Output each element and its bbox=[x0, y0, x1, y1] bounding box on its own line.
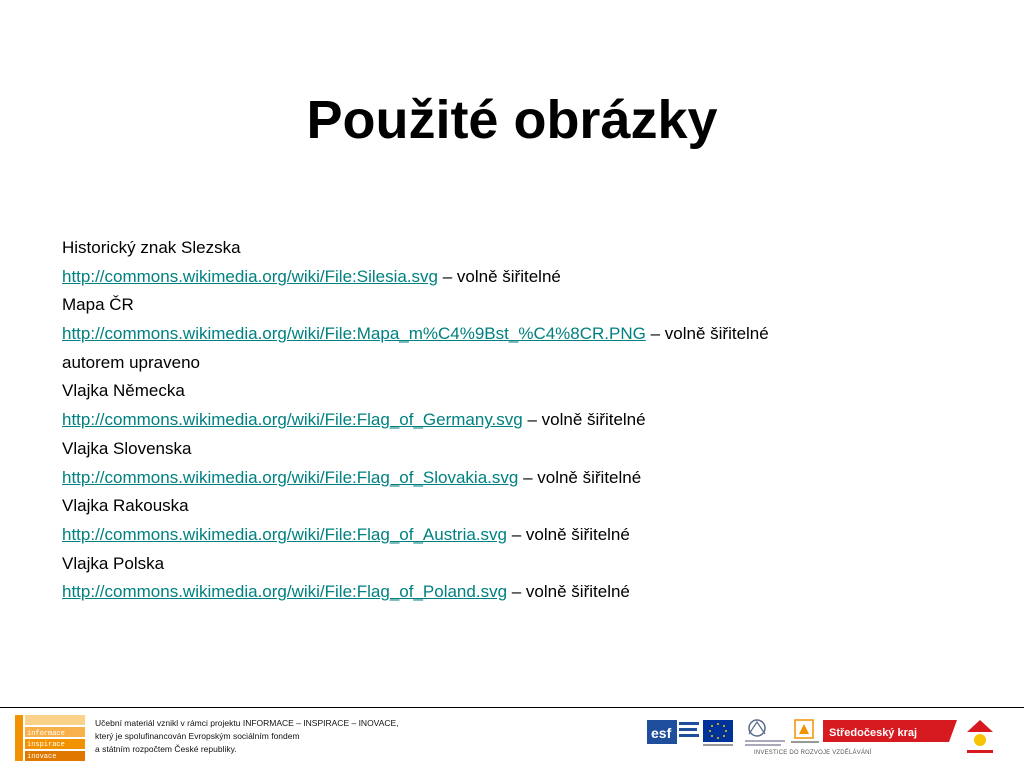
source-link[interactable]: http://commons.wikimedia.org/wiki/File:Flag_of_Germany.svg bbox=[62, 410, 523, 430]
footer-text-line: Učební materiál vznikl v rámci projektu INFORMACE – INSPIRACE – INOVACE, bbox=[95, 718, 399, 728]
logo-word: inovace bbox=[27, 753, 57, 761]
source-note: autorem upraveno bbox=[62, 352, 200, 372]
project-funding-text bbox=[95, 717, 399, 756]
source-label: Vlajka Slovenska bbox=[62, 438, 192, 458]
source-line bbox=[62, 406, 1002, 435]
source-line bbox=[62, 492, 1002, 521]
source-link[interactable]: http://commons.wikimedia.org/wiki/File:Silesia.svg bbox=[62, 266, 439, 286]
source-line bbox=[62, 464, 1002, 493]
image-sources-list bbox=[62, 234, 1002, 607]
logo-word: inspirace bbox=[27, 741, 65, 749]
footer-text-line: a státním rozpočtem České republiky. bbox=[95, 744, 237, 754]
source-line bbox=[62, 377, 1002, 406]
stredocesky-kraj-logo bbox=[823, 720, 957, 742]
op-vk-logo bbox=[791, 720, 819, 743]
source-link[interactable]: http://commons.wikimedia.org/wiki/File:Mapa_m%C4%9Bst_%C4%8CR.PNG bbox=[62, 324, 646, 344]
source-line bbox=[62, 349, 1002, 378]
eu-flag-icon bbox=[703, 720, 733, 746]
source-link[interactable]: http://commons.wikimedia.org/wiki/File:Flag_of_Poland.svg bbox=[62, 582, 508, 602]
source-line bbox=[62, 291, 1002, 320]
source-link[interactable]: http://commons.wikimedia.org/wiki/File:Flag_of_Austria.svg bbox=[62, 524, 507, 544]
source-line bbox=[62, 521, 1002, 550]
license-note: – volně šiřitelné bbox=[645, 324, 769, 344]
source-label: Vlajka Rakouska bbox=[62, 496, 189, 516]
footer-text-line: který je spolufinancován Evropským sociálním fondem bbox=[95, 731, 300, 741]
region-label: Středočeský kraj bbox=[829, 727, 918, 739]
source-line bbox=[62, 263, 1002, 292]
logo-word: informace bbox=[27, 730, 65, 738]
license-note: – volně šiřitelné bbox=[507, 524, 630, 544]
source-link[interactable]: http://commons.wikimedia.org/wiki/File:Flag_of_Slovakia.svg bbox=[62, 467, 519, 487]
source-label: Historický znak Slezska bbox=[62, 238, 241, 257]
license-note: – volně šiřitelné bbox=[522, 410, 646, 430]
source-line bbox=[62, 234, 1002, 263]
partner-logos bbox=[645, 716, 1005, 766]
source-line bbox=[62, 435, 1002, 464]
license-note: – volně šiřitelné bbox=[438, 266, 561, 286]
esf-label: esf bbox=[651, 725, 672, 741]
jesenice-logo bbox=[967, 720, 993, 753]
source-label: Mapa ČR bbox=[62, 295, 134, 315]
source-label: Vlajka Polska bbox=[62, 553, 165, 573]
source-line bbox=[62, 550, 1002, 579]
slide-title: Použité obrázky bbox=[306, 90, 718, 150]
source-line bbox=[62, 320, 1002, 349]
informace-inspirace-inovace-logo bbox=[15, 715, 85, 761]
source-label: Vlajka Německa bbox=[62, 381, 185, 401]
invest-label: INVESTICE DO ROZVOJE VZDĚLÁVÁNÍ bbox=[754, 750, 872, 756]
footer bbox=[0, 708, 1024, 768]
license-note: – volně šiřitelné bbox=[507, 582, 630, 602]
ministry-logo bbox=[745, 720, 785, 746]
license-note: – volně šiřitelné bbox=[518, 467, 642, 487]
source-line bbox=[62, 578, 1002, 607]
esf-logo bbox=[647, 720, 699, 744]
